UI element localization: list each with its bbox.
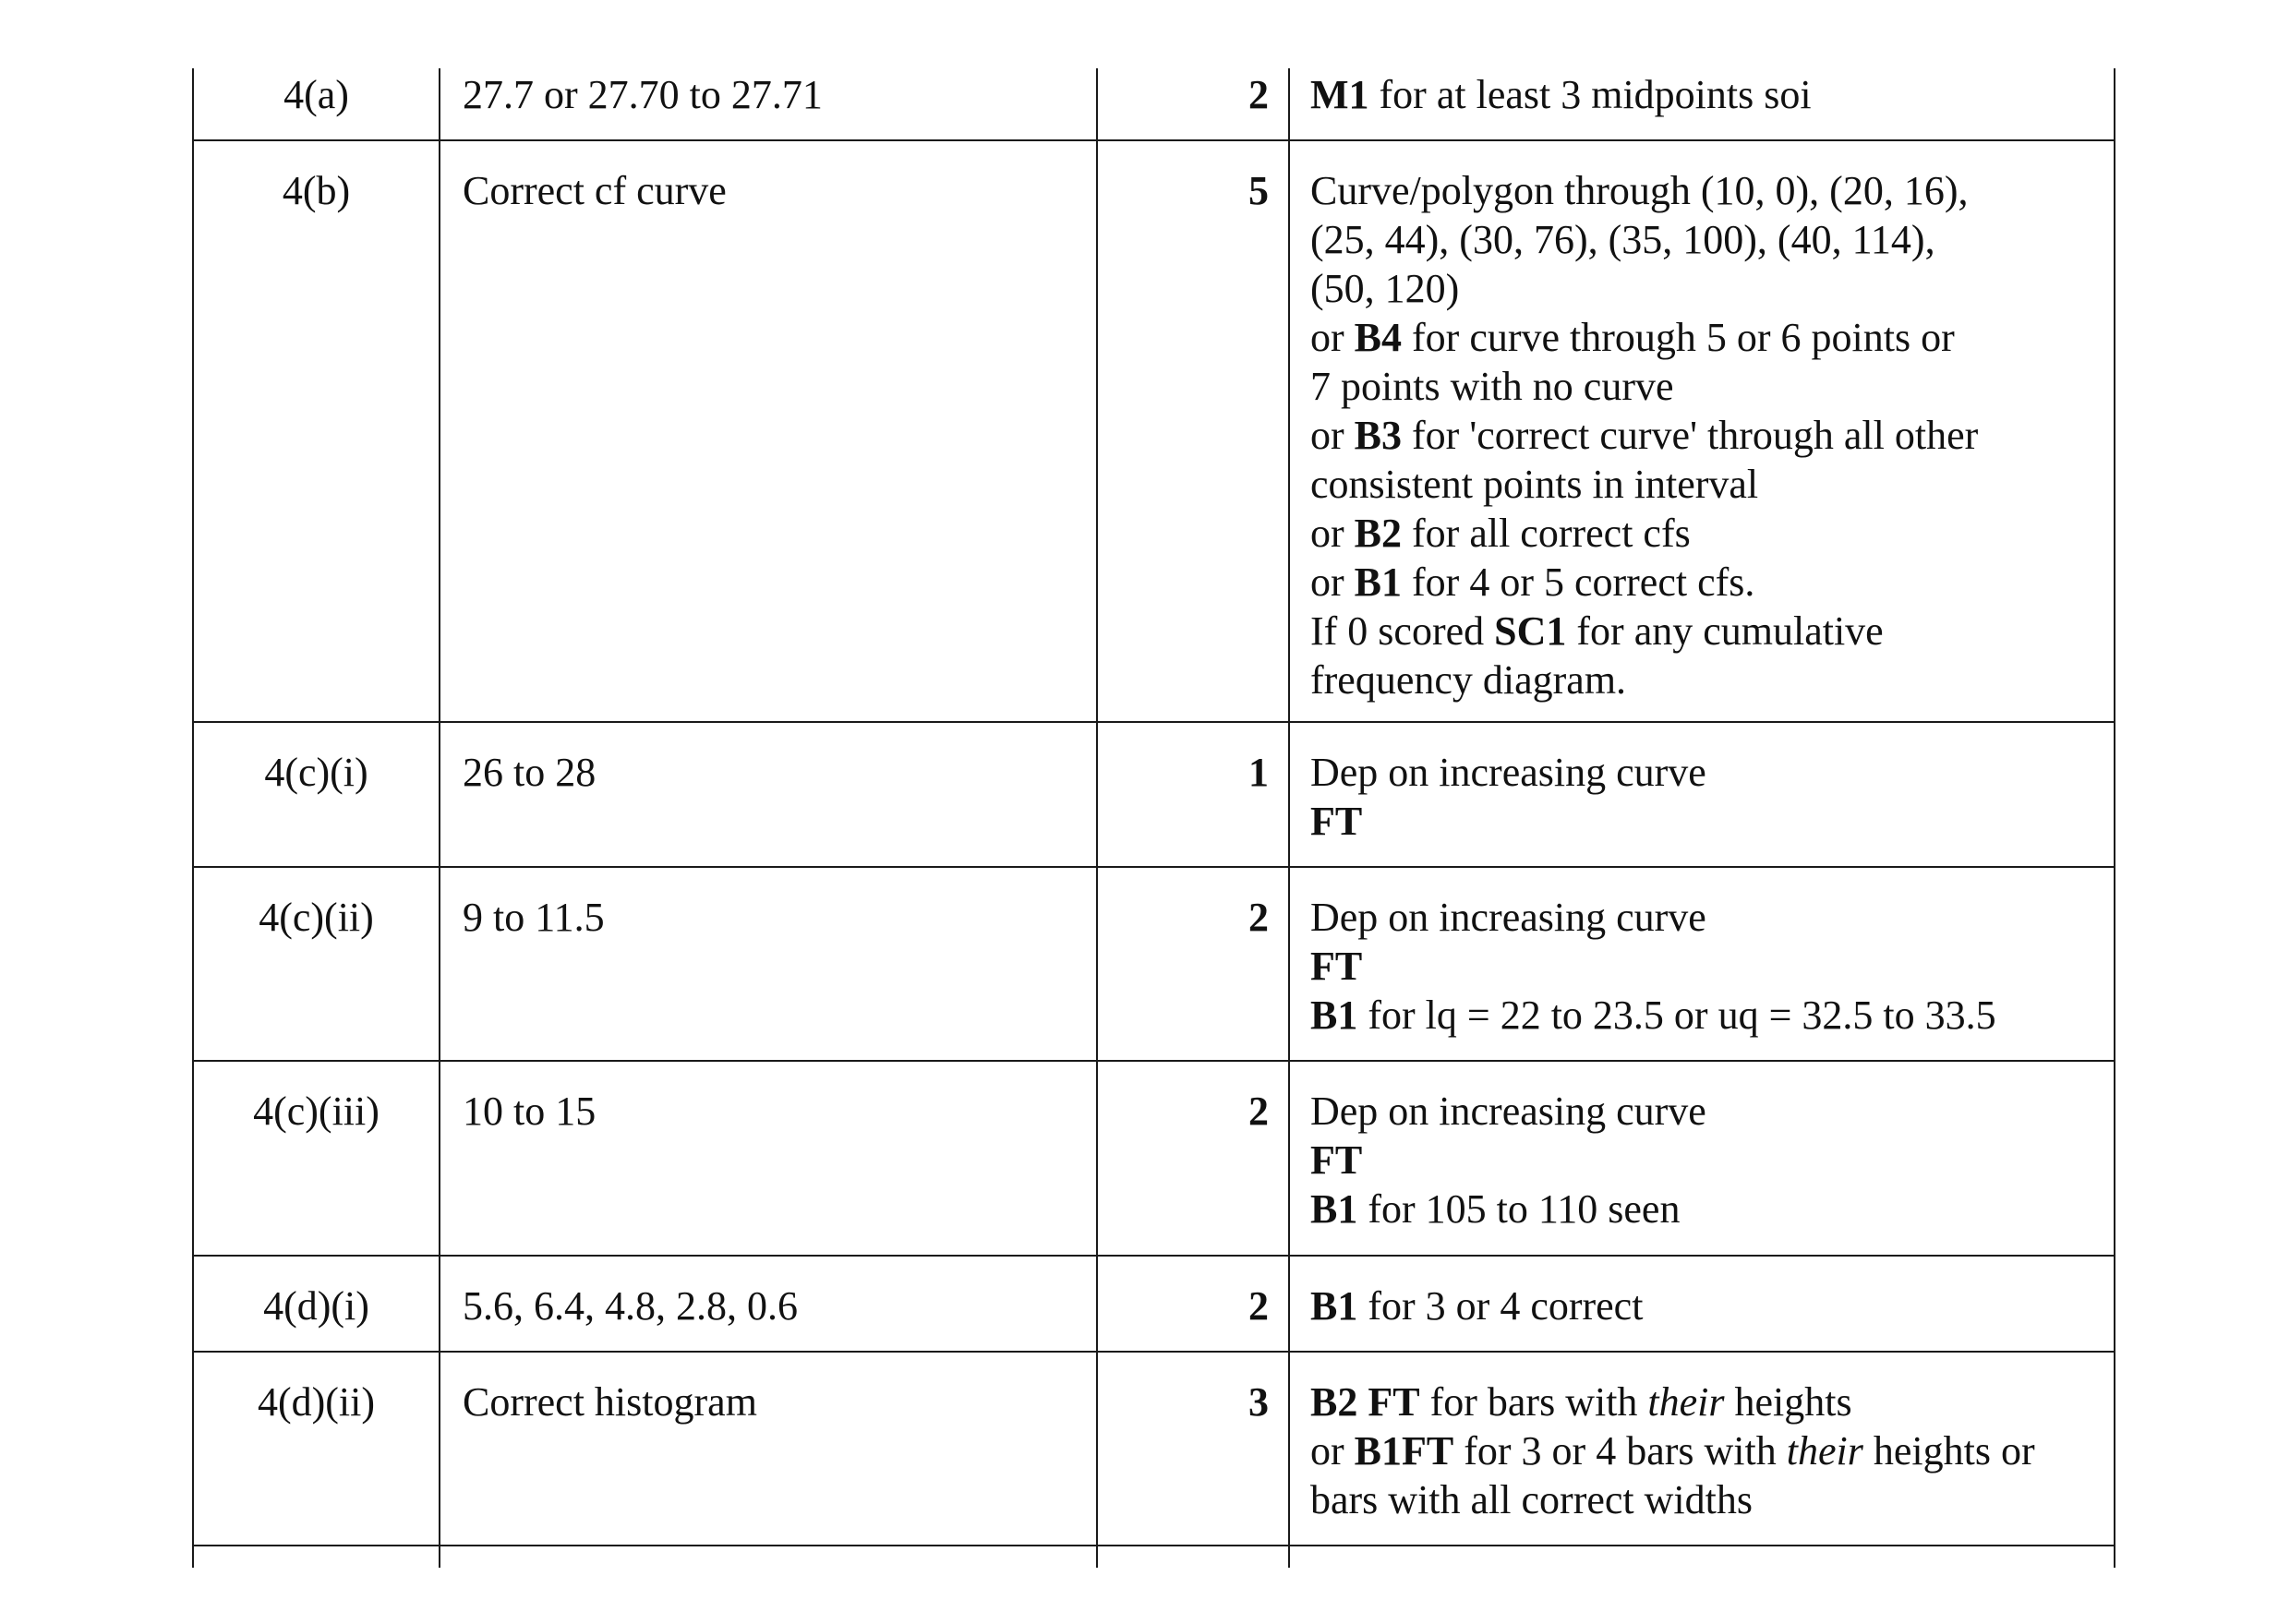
note-text: (50, 120) (1310, 266, 1460, 311)
mark-code: B1 (1310, 1186, 1358, 1232)
note-text: for 105 to 110 seen (1357, 1186, 1681, 1232)
continuation-cell (1097, 1546, 1289, 1568)
question-number: 4(d)(i) (193, 1256, 440, 1352)
marks: 2 (1097, 68, 1289, 140)
note-text: If 0 scored (1310, 608, 1495, 654)
note-text: bars with all correct widths (1310, 1477, 1753, 1522)
note-text: frequency diagram. (1310, 657, 1627, 703)
note-text: Dep on increasing curve (1310, 895, 1706, 940)
mark-code: FT (1310, 799, 1363, 844)
answer: Correct cf curve (440, 140, 1097, 722)
partial-marks (1289, 68, 2115, 140)
question-number: 4(b) (193, 140, 440, 722)
note-line (1310, 313, 2114, 362)
note-line (1310, 411, 2114, 460)
note-line (1310, 893, 2114, 942)
note-line (1310, 215, 2114, 264)
note-text: heights or (1862, 1428, 2035, 1474)
note-text: or (1310, 559, 1355, 605)
note-line (1310, 558, 2114, 607)
note-line (1310, 166, 2114, 215)
note-text: for at least 3 midpoints soi (1368, 72, 1812, 117)
table-row (193, 1352, 2115, 1546)
table-row (193, 140, 2115, 722)
note-line (1310, 748, 2114, 797)
note-text: or (1310, 315, 1355, 360)
note-text: for 4 or 5 correct cfs. (1402, 559, 1755, 605)
note-text: for any cumulative (1566, 608, 1884, 654)
note-text: for curve through 5 or 6 points or (1402, 315, 1955, 360)
note-text: for 'correct curve' through all other (1402, 413, 1979, 458)
mark-code: B1 (1310, 992, 1358, 1038)
continuation-cell (440, 1546, 1097, 1568)
note-line (1310, 264, 2114, 313)
mark-code: FT (1310, 944, 1363, 989)
question-number: 4(c)(i) (193, 722, 440, 867)
note-text: Curve/polygon through (10, 0), (20, 16), (1310, 168, 1969, 213)
partial-marks (1289, 1256, 2115, 1352)
mark-code: B1FT (1354, 1428, 1454, 1474)
answer: 5.6, 6.4, 4.8, 2.8, 0.6 (440, 1256, 1097, 1352)
mark-code: B2 (1354, 511, 1403, 556)
note-text: for 3 or 4 bars with (1453, 1428, 1787, 1474)
partial-marks (1289, 1061, 2115, 1256)
marks: 2 (1097, 867, 1289, 1061)
emphasis-text: their (1647, 1379, 1725, 1425)
mark-scheme-page (192, 68, 2114, 1568)
question-number: 4(c)(iii) (193, 1061, 440, 1256)
note-line (1310, 991, 2114, 1040)
answer: 10 to 15 (440, 1061, 1097, 1256)
marks: 2 (1097, 1256, 1289, 1352)
note-text: (25, 44), (30, 76), (35, 100), (40, 114), (1310, 217, 1935, 262)
table-row (193, 68, 2115, 140)
note-text: or (1310, 1428, 1355, 1474)
note-text: or (1310, 511, 1355, 556)
answer: 27.7 or 27.70 to 27.71 (440, 68, 1097, 140)
question-number: 4(c)(ii) (193, 867, 440, 1061)
table-row (193, 1256, 2115, 1352)
note-line (1310, 797, 2114, 846)
note-line (1310, 1136, 2114, 1185)
note-text: consistent points in interval (1310, 462, 1759, 507)
note-line (1310, 1087, 2114, 1136)
note-line (1310, 362, 2114, 411)
note-line (1310, 607, 2114, 656)
emphasis-text: their (1786, 1428, 1863, 1474)
question-number: 4(a) (193, 68, 440, 140)
marks: 5 (1097, 140, 1289, 722)
note-line (1310, 1426, 2114, 1475)
mark-code: B4 (1354, 315, 1403, 360)
partial-marks (1289, 722, 2115, 867)
mark-code: SC1 (1494, 608, 1567, 654)
note-text: Dep on increasing curve (1310, 1089, 1706, 1134)
note-text: or (1310, 413, 1355, 458)
mark-code: B3 (1354, 413, 1403, 458)
note-text: for bars with (1419, 1379, 1648, 1425)
continuation-cell (193, 1546, 440, 1568)
note-text: heights (1724, 1379, 1852, 1425)
mark-code: B1 (1354, 559, 1403, 605)
mark-code: B1 (1310, 1283, 1358, 1329)
continuation-cell (1289, 1546, 2115, 1568)
answer: 26 to 28 (440, 722, 1097, 867)
table-row (193, 1061, 2115, 1256)
table-continuation-row (193, 1546, 2115, 1568)
note-line (1310, 460, 2114, 509)
partial-marks (1289, 1352, 2115, 1546)
mark-scheme-body (193, 68, 2115, 1568)
table-row (193, 722, 2115, 867)
note-line (1310, 942, 2114, 991)
mark-code: FT (1310, 1137, 1363, 1183)
marks: 1 (1097, 722, 1289, 867)
answer: Correct histogram (440, 1352, 1097, 1546)
note-text: for 3 or 4 correct (1357, 1283, 1644, 1329)
question-number: 4(d)(ii) (193, 1352, 440, 1546)
note-line (1310, 70, 2114, 119)
note-text: 7 points with no curve (1310, 364, 1674, 409)
note-line (1310, 656, 2114, 704)
note-line (1310, 1377, 2114, 1426)
note-line (1310, 509, 2114, 558)
note-text: for lq = 22 to 23.5 or uq = 32.5 to 33.5 (1357, 992, 1996, 1038)
partial-marks (1289, 140, 2115, 722)
answer: 9 to 11.5 (440, 867, 1097, 1061)
mark-code: M1 (1310, 72, 1369, 117)
note-line (1310, 1185, 2114, 1233)
mark-scheme-table (192, 68, 2115, 1568)
note-text: Dep on increasing curve (1310, 750, 1706, 795)
note-text: for all correct cfs (1402, 511, 1691, 556)
mark-code: B2 FT (1310, 1379, 1420, 1425)
marks: 3 (1097, 1352, 1289, 1546)
marks: 2 (1097, 1061, 1289, 1256)
note-line (1310, 1475, 2114, 1524)
partial-marks (1289, 867, 2115, 1061)
table-row (193, 867, 2115, 1061)
note-line (1310, 1281, 2114, 1330)
